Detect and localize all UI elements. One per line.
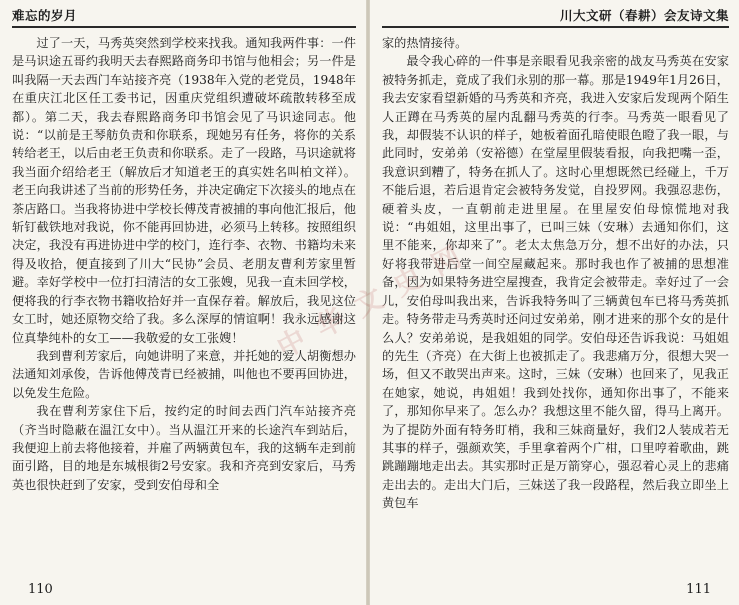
left-page-body <box>12 34 356 494</box>
paragraph: 过了一天，马秀英突然到学校来找我。通知我两件事：一件是马识途五哥约我明天去春熙路商务印书馆与他相会；另一件是叫我隔一天去西门车站接齐亮（1938年入党的老党员，1948年在重庆江北区任工委书记，因重庆党组织遭破坏疏散转移至成都）。第二天，我去春熙路商务印书馆会见了马识途同志。他说：“以前是王琴舫负责和你联系，现她另有任务，将你的关系转给老王，以后由老王负责和你联系。走了一段路，马识途就将我当面介绍给老王（解放后才知道老王的真实姓名叫柏文祥）。老王向我讲述了当前的形势任务，并决定确定下次接头的地点在茶店路口。当我将协进中学校长傅茂青被捕的事向他汇报后，他斩钉截铁地对我说，你不能再回协进，必须马上转移。按照组织决定，我没有再进协进中学的校门，连行李、衣物、书籍均未来得及收拾，便直接到了川大“民协”会员、老朋友曹利芳家里暂避。幸好学校中一位打扫清洁的女工张嫂，见我一直未回学校，便将我的行李衣物书籍收拾好并一直保存着。解放后，我见这位女工时，她还原物交给了我。多么深厚的情谊啊！我永远感谢这位真挚纯朴的女工——我敬爱的女工张嫂！ <box>12 36 356 345</box>
right-page-number: 111 <box>686 582 711 597</box>
paragraph: 最令我心碎的一件事是亲眼看见我亲密的战友马秀英在安家被特务抓走，竟成了我们永别的那一幕。那是1949年1月26日，我去安家看望新婚的马秀英和齐亮，我进入安家后发现两个陌生人正蹲在马秀英的屋内乱翻马秀英的行李。马秀英一眼看见了我，却假装不认识的样子，她板着面孔暗使眼色瞪了我一眼，与此同时，安弟弟（安裕德）在堂屋里假装看报，向我把嘴一歪，我意识到糟了，特务在抓人了。这时心里想既然已经碰上，千万不能后退，若后退肯定会被特务发觉，自投罗网。我强忍悲伤，硬着头皮，一直朝前走进里屋。在里屋安伯母惊慌地对我说：“冉姐姐，这里出事了，已叫三妹（安琳）去通知你们，这里不能来，你却来了”。老太太焦急万分，想不出好的办法，只好将我带进后堂一间空屋藏起来。那时我也作了被捕的思想准备，因为如果特务进空屋搜查，我肯定会被带走。幸好过了一会儿，安伯母叫我出来，告诉我特务叫了三辆黄包车已将马秀英抓走。特务带走马秀英时还问过安弟弟，刚才进来的那个女的是什么人？安弟弟说，是我姐姐的同学。安伯母还告诉我说：马姐姐的先生（齐亮）在大街上也被抓走了。我悲痛万分，很想大哭一场，但又不敢哭出声来。这时，三妹（安琳）也回来了，见我正在她家，她说，冉姐姐！我到处找你，通知你出事了，不能来了，那知你早来了。怎么办？我想这里不能久留，得马上离开。为了提防外面有特务盯梢，我和三妹商量好，我们2人装成若无其事的样子，强颜欢笑，手里拿着两个广柑，口里哼着歌曲，跳跳蹦蹦地走出去。其实那时正是万箭穿心，强忍着心灵上的悲痛走出去的。走出大门后，三妹送了我一段路程，然后我立即坐上黄包车 <box>382 54 729 511</box>
paragraph-continued: 家的热情接待。 <box>382 36 468 50</box>
right-page-body <box>382 34 729 513</box>
left-page-number: 110 <box>28 582 53 597</box>
left-running-title: 难忘的岁月 <box>12 8 78 23</box>
left-page-header <box>12 6 356 28</box>
right-running-title: 川大文研（春耕）会友诗文集 <box>559 8 729 23</box>
paragraph: 我在曹利芳家住下后，按约定的时间去西门汽车站接齐亮（齐当时隐蔽在温江女中）。当从温江开来的长途汽车到站后，我便迎上前去将他接着，并雇了两辆黄包车，我的这辆车走到前面引路，目的地是东城根街2号安家。我和齐亮到安家后，马秀英也很快赶到了安家，受到安伯母和全 <box>12 404 356 492</box>
right-page-header <box>382 6 729 28</box>
paragraph: 我到曹利芳家后，向她讲明了来意，并托她的爱人胡衡想办法通知刘承俊，告诉他傅茂青已经被捕，叫他也不要再回协进，以免发生危险。 <box>12 348 356 400</box>
left-page <box>0 0 366 605</box>
right-page <box>370 0 739 605</box>
